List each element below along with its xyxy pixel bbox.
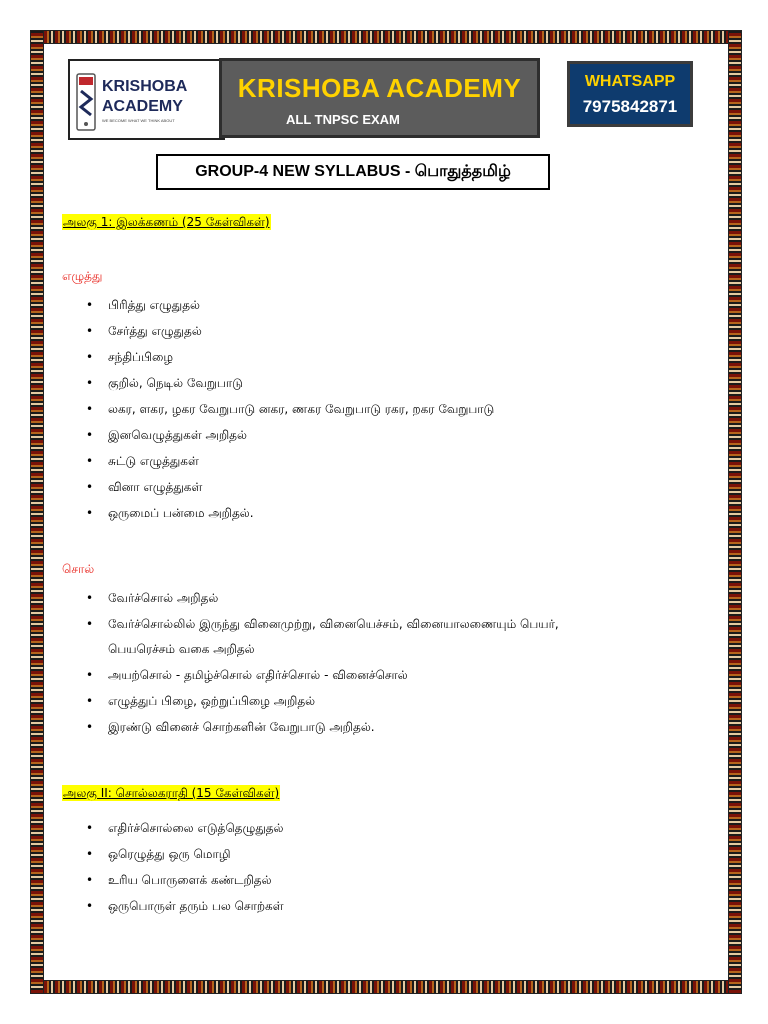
whatsapp-box [567,61,693,127]
unit2-heading: அலகு II: சொல்லகராதி (15 கேள்விகள்) [63,786,280,800]
section-heading-letters: எழுத்து [62,269,103,283]
unit1-heading: அலகு 1: இலக்கணம் (25 கேள்விகள்) [63,215,270,229]
academy-subtitle: ALL TNPSC EXAM [286,112,400,127]
decorative-border-top [30,30,742,44]
logo-line1: KRISHOBA [102,78,188,95]
logo-mark-icon [76,73,96,131]
academy-title: KRISHOBA ACADEMY [237,73,522,103]
logo-text [102,77,187,117]
whatsapp-number: 7975842871 [582,97,678,116]
title-banner [219,58,540,138]
whatsapp-label: WHATSAPP [584,73,676,90]
syllabus-title: GROUP-4 NEW SYLLABUS - பொதுத்தமிழ் [156,154,550,190]
decorative-border-left [30,30,44,994]
logo-line2: ACADEMY [102,98,183,115]
section-heading-words: சொல் [62,562,95,576]
decorative-border-right [728,30,742,994]
decorative-border-bottom [30,980,742,994]
academy-logo [68,59,225,140]
logo-tagline: WE BECOME WHAT WE THINK ABOUT [102,118,175,123]
